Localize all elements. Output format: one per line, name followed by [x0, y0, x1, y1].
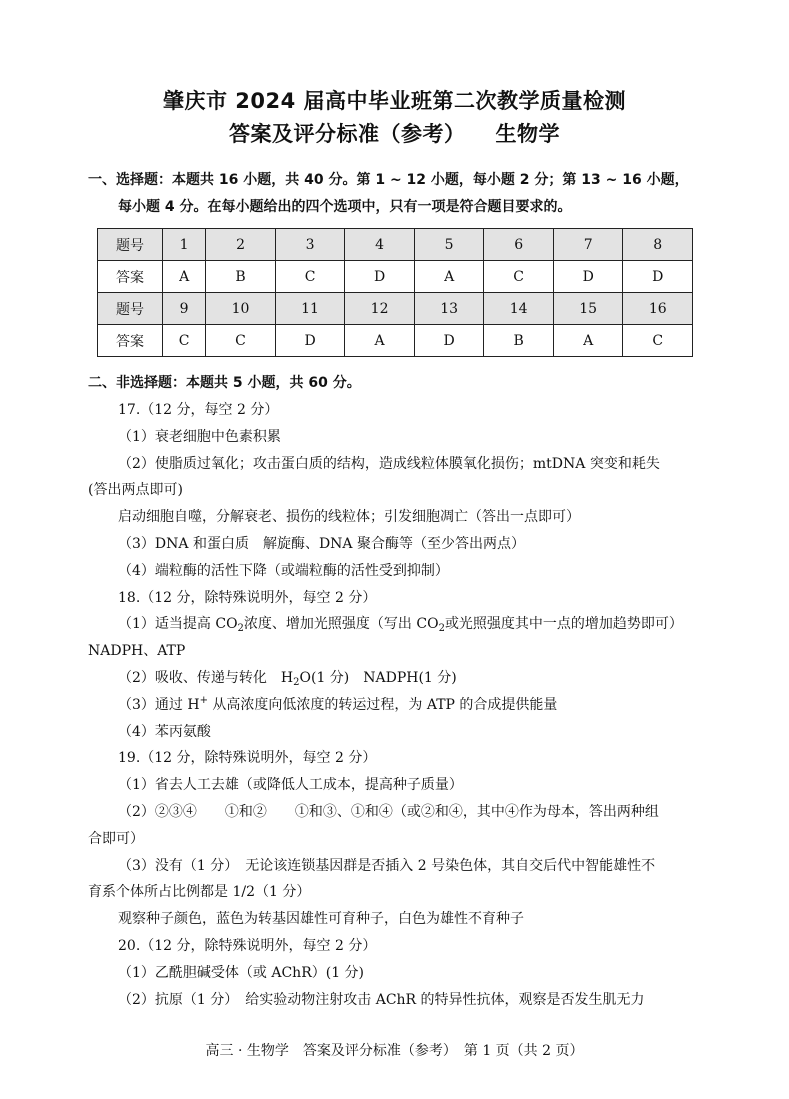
section-1-heading: [88, 167, 713, 221]
q18-header: 18.（12 分，除特殊说明外，每空 2 分）: [118, 589, 377, 606]
answer-label: 答案: [98, 325, 163, 357]
question-number-cell: 1: [163, 229, 206, 261]
answer-table: [97, 228, 693, 357]
q18-part1-line2: NADPH、ATP: [88, 643, 186, 660]
answer-cell: A: [414, 261, 484, 293]
q20-part2: （2）抗原（1 分） 给实验动物注射攻击 AChR 的特异性抗体，观察是否发生肌无力: [118, 991, 645, 1008]
section-2-heading: 二、非选择题：本题共 5 小题，共 60 分。: [88, 375, 361, 391]
question-number-cell: 13: [414, 293, 484, 325]
question-number-cell: 15: [553, 293, 623, 325]
q18-part3: （3）通过 H+ 从高浓度向低浓度的转运过程，为 ATP 的合成提供能量: [118, 694, 558, 713]
q19-part1: （1）省去人工去雄（或降低人工成本，提高种子质量）: [118, 777, 463, 794]
answer-cell: C: [623, 325, 693, 357]
question-number-cell: 2: [206, 229, 276, 261]
question-number-cell: 14: [484, 293, 554, 325]
table-row-question-numbers: [98, 229, 693, 261]
question-number-cell: 10: [206, 293, 276, 325]
question-number-cell: 4: [345, 229, 415, 261]
q17-part2-line2: (答出两点即可): [88, 482, 183, 499]
answer-label: 答案: [98, 261, 163, 293]
table-row-question-numbers: [98, 293, 693, 325]
answer-cell: A: [163, 261, 206, 293]
question-number-cell: 6: [484, 229, 554, 261]
question-number-cell: 7: [553, 229, 623, 261]
subtitle-answer-key: 答案及评分标准（参考）: [229, 122, 466, 146]
question-number-cell: 3: [275, 229, 345, 261]
q18-part4: （4）苯丙氨酸: [118, 723, 211, 740]
document-subtitle: [0, 118, 789, 148]
q20-header: 20.（12 分，除特殊说明外，每空 2 分）: [118, 937, 377, 954]
q17-part2-line3: 启动细胞自噬，分解衰老、损伤的线粒体；引发细胞凋亡（答出一点即可）: [118, 509, 580, 526]
table-row-answers: [98, 325, 693, 357]
q19-part3-line1: （3）没有（1 分） 无论该连锁基因群是否插入 2 号染色体，其自交后代中智能雄性不: [118, 857, 656, 874]
answer-cell: D: [345, 261, 415, 293]
answer-cell: B: [206, 261, 276, 293]
question-number-cell: 9: [163, 293, 206, 325]
answer-cell: C: [275, 261, 345, 293]
answer-cell: A: [345, 325, 415, 357]
question-number-cell: 11: [275, 293, 345, 325]
answer-cell: D: [275, 325, 345, 357]
answer-cell: D: [623, 261, 693, 293]
document-title: 肇庆市 2024 届高中毕业班第二次教学质量检测: [162, 89, 627, 113]
q17-part2-line1: （2）使脂质过氧化；攻击蛋白质的结构，造成线粒体膜氧化损伤；mtDNA 突变和耗失: [118, 455, 660, 472]
section-1-heading-line2: 每小题 4 分。在每小题给出的四个选项中，只有一项是符合题目要求的。: [118, 199, 572, 215]
q18-part1-line1: （1）适当提高 $CO_2$浓度、增加光照强度（写出 $CO_2$或光照强度其中一点的增加趋势即可）: [118, 616, 683, 635]
answer-cell: B: [484, 325, 554, 357]
answer-cell: C: [163, 325, 206, 357]
q17-part1: （1）衰老细胞中色素积累: [118, 428, 281, 445]
question-number-label: 题号: [98, 293, 163, 325]
q19-part2-line1: （2）②③④ ①和② ①和③、①和④（或②和④，其中④作为母本，答出两种组: [118, 803, 659, 820]
question-number-cell: 16: [623, 293, 693, 325]
section-2-body: [88, 397, 713, 1013]
page-footer: 高三 · 生物学 答案及评分标准（参考） 第 1 页（共 2 页）: [205, 1043, 584, 1059]
q18-part2: （2）吸收、传递与转化 $H_2O(1$ 分) NADPH(1 分): [118, 669, 457, 688]
section-1-heading-line1: 一、选择题：本题共 16 小题，共 40 分。第 1 ~ 12 小题，每小题 2 分；第 13 ~ 16 小题，: [88, 172, 689, 188]
answer-cell: A: [553, 325, 623, 357]
q19-part2-line2: 合即可）: [88, 830, 144, 847]
answer-cell: D: [553, 261, 623, 293]
q19-part3-line3: 观察种子颜色，蓝色为转基因雄性可育种子，白色为雄性不育种子: [118, 911, 524, 928]
question-number-cell: 8: [623, 229, 693, 261]
q17-part3: （3）DNA 和蛋白质 解旋酶、DNA 聚合酶等（至少答出两点）: [118, 535, 525, 552]
table-row-answers: [98, 261, 693, 293]
q19-part3-line2: 育系个体所占比例都是 1/2（1 分）: [88, 884, 311, 901]
q19-header: 19.（12 分，除特殊说明外，每空 2 分）: [118, 750, 377, 767]
answer-cell: D: [414, 325, 484, 357]
q17-header: 17.（12 分，每空 2 分）: [118, 402, 279, 418]
answer-cell: C: [484, 261, 554, 293]
question-number-cell: 12: [345, 293, 415, 325]
answer-cell: C: [206, 325, 276, 357]
question-number-label: 题号: [98, 229, 163, 261]
question-number-cell: 5: [414, 229, 484, 261]
q17-part4: （4）端粒酶的活性下降（或端粒酶的活性受到抑制）: [118, 562, 449, 579]
subtitle-subject: 生物学: [495, 122, 560, 146]
q20-part1: （1）乙酰胆碱受体（或 AChR）(1 分): [118, 964, 365, 981]
